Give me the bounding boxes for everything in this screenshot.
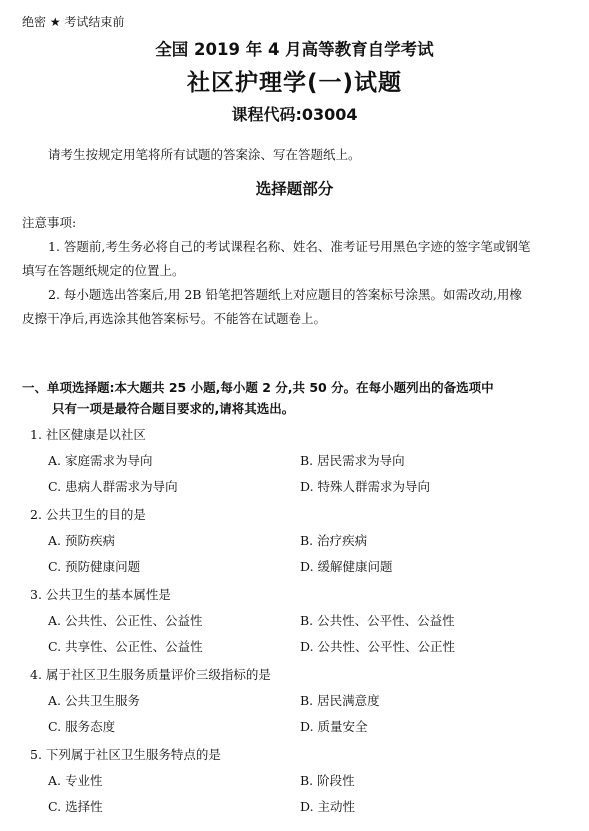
exam-session-title: 全国 2019 年 4 月高等教育自学考试 — [155, 40, 434, 59]
option-a: A. 预防疾病 — [48, 533, 115, 548]
option-c: C. 患病人群需求为导向 — [48, 479, 178, 494]
option-b: B. 阶段性 — [300, 773, 355, 788]
option-b: B. 治疗疾病 — [300, 533, 368, 548]
option-d: D. 公共性、公平性、公正性 — [300, 639, 456, 654]
option-d: D. 质量安全 — [300, 719, 368, 734]
question-stem: 3. 公共卫生的基本属性是 — [30, 587, 171, 602]
option-b: B. 居民满意度 — [300, 693, 380, 708]
option-d: D. 缓解健康问题 — [300, 559, 393, 574]
option-c: C. 选择性 — [48, 799, 103, 814]
part-one-heading: 一、单项选择题:本大题共 25 小题,每小题 2 分,共 50 分。在每小题列出的备选项中 — [22, 380, 494, 395]
question-stem: 2. 公共卫生的目的是 — [30, 507, 146, 522]
note-line: 皮擦干净后,再选涂其他答案标号。不能答在试题卷上。 — [22, 311, 326, 326]
question-stem: 1. 社区健康是以社区 — [30, 427, 146, 442]
option-c: C. 预防健康问题 — [48, 559, 141, 574]
notes-heading: 注意事项: — [22, 215, 77, 230]
paper-title: 社区护理学(一)试题 — [186, 70, 403, 96]
course-code: 课程代码:03004 — [231, 105, 358, 124]
question-stem: 4. 属于社区卫生服务质量评价三级指标的是 — [30, 667, 271, 682]
option-d: D. 特殊人群需求为导向 — [300, 479, 431, 494]
option-b: B. 公共性、公平性、公益性 — [300, 613, 455, 628]
part-one-heading-cont: 只有一项是最符合题目要求的,请将其选出。 — [52, 401, 295, 416]
option-a: A. 家庭需求为导向 — [48, 453, 153, 468]
option-a: A. 专业性 — [48, 773, 103, 788]
option-a: A. 公共卫生服务 — [48, 693, 140, 708]
option-c: C. 服务态度 — [48, 719, 116, 734]
option-b: B. 居民需求为导向 — [300, 453, 405, 468]
answer-instruction: 请考生按规定用笔将所有试题的答案涂、写在答题纸上。 — [48, 147, 361, 162]
question-stem: 5. 下列属于社区卫生服务特点的是 — [30, 747, 221, 762]
confidential-mark: 绝密 ★ 考试结束前 — [22, 15, 125, 29]
option-c: C. 共享性、公正性、公益性 — [48, 639, 203, 654]
note-line: 1. 答题前,考生务必将自己的考试课程名称、姓名、准考证号用黑色字迹的签字笔或钢笔 — [48, 239, 531, 254]
option-a: A. 公共性、公正性、公益性 — [48, 613, 203, 628]
section-heading: 选择题部分 — [255, 180, 334, 198]
note-line: 填写在答题纸规定的位置上。 — [22, 263, 185, 278]
option-d: D. 主动性 — [300, 799, 356, 814]
note-line: 2. 每小题选出答案后,用 2B 铅笔把答题纸上对应题目的答案标号涂黑。如需改动,用橡 — [48, 287, 522, 302]
